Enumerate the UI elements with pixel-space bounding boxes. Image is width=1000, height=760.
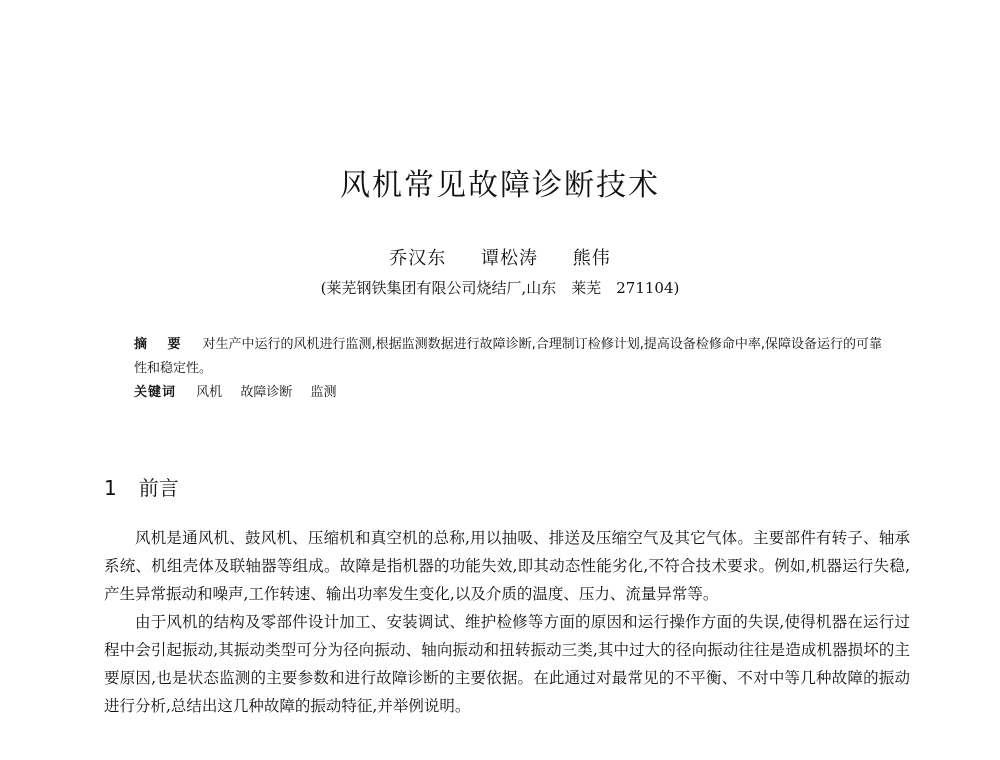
- author-name: 谭松涛: [481, 248, 538, 269]
- paragraph: 风机是通风机、鼓风机、压缩机和真空机的总称,用以抽吸、排送及压缩空气及其它气体。主要部件有转子、轴承系统、机组壳体及联轴器等组成。故障是指机器的功能失效,即其动态性能劣化,不符合技术要求。例如,机器运行失稳,产生异常振动和噪声,工作转速、输出功率发生变化,以及介质的温度、压力、流量异常等。: [104, 529, 910, 603]
- keyword: 风机: [196, 385, 223, 400]
- affiliation: (莱芜钢铁集团有限公司烧结厂,山东 莱芜 271104): [320, 279, 680, 297]
- section-number: 1: [104, 476, 117, 500]
- author-name: 乔汉东: [389, 248, 447, 269]
- abstract-label: 摘 要: [134, 337, 189, 352]
- body-text: [104, 524, 910, 720]
- paragraph: 由于风机的结构及零部件设计加工、安装调试、维护检修等方面的原因和运行操作方面的失误,使得机器在运行过程中会引起振动,其振动类型可分为径向振动、轴向振动和扭转振动三类,其中过大的径向振动往往是造成机器损坏的主要原因,也是状态监测的主要参数和进行故障诊断的主要依据。在此通过对最常见的不平衡、不对中等几种故障的振动进行分析,总结出这几种故障的振动特征,并举例说明。: [104, 613, 910, 715]
- abstract-block: [134, 333, 894, 405]
- keywords-label: 关键词: [134, 385, 177, 400]
- abstract-text: 对生产中运行的风机进行监测,根据监测数据进行故障诊断,合理制订检修计划,提高设备检修命中率,保障设备运行的可靠性和稳定性。: [134, 337, 883, 376]
- keywords: [134, 381, 894, 405]
- keyword: 故障诊断: [240, 385, 293, 400]
- author-name: 熊伟: [572, 248, 611, 269]
- paper-title: 风机常见故障诊断技术: [340, 168, 660, 203]
- section-title: 前言: [138, 476, 179, 500]
- section-heading: [104, 472, 179, 501]
- abstract: [134, 333, 894, 381]
- keyword: 监测: [310, 385, 337, 400]
- author-list: [0, 244, 1000, 270]
